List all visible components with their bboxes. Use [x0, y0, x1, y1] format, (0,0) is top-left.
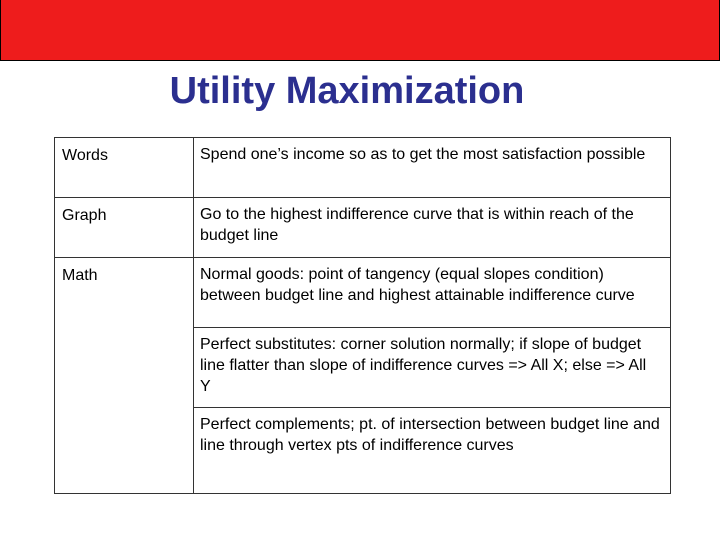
row-label-math: Math: [55, 258, 194, 328]
row-text-perfect-complements: Perfect complements; pt. of intersection between budget line and line through vertex pts of indifference curves: [194, 408, 671, 494]
table-row: [55, 328, 671, 408]
content-table: [54, 137, 671, 494]
row-text-words: Spend one’s income so as to get the most satisfaction possible: [194, 138, 671, 198]
slide-title: Utility Maximization: [169, 70, 525, 112]
row-text-normal-goods: Normal goods: point of tangency (equal slopes condition) between budget line and highest attainable indifference curve: [194, 258, 671, 328]
row-label-empty: [55, 328, 194, 408]
row-text-perfect-substitutes: Perfect substitutes: corner solution normally; if slope of budget line flatter than slope of indifference curves => All X; else => All Y: [194, 328, 671, 408]
row-label-empty: [55, 408, 194, 494]
row-label-graph: Graph: [55, 198, 194, 258]
row-label-words: Words: [55, 138, 194, 198]
header-banner: [0, 0, 720, 61]
table-row: [55, 138, 671, 198]
table-row: [55, 408, 671, 494]
table-row: [55, 198, 671, 258]
row-text-graph: Go to the highest indifference curve that is within reach of the budget line: [194, 198, 671, 258]
table-row: [55, 258, 671, 328]
